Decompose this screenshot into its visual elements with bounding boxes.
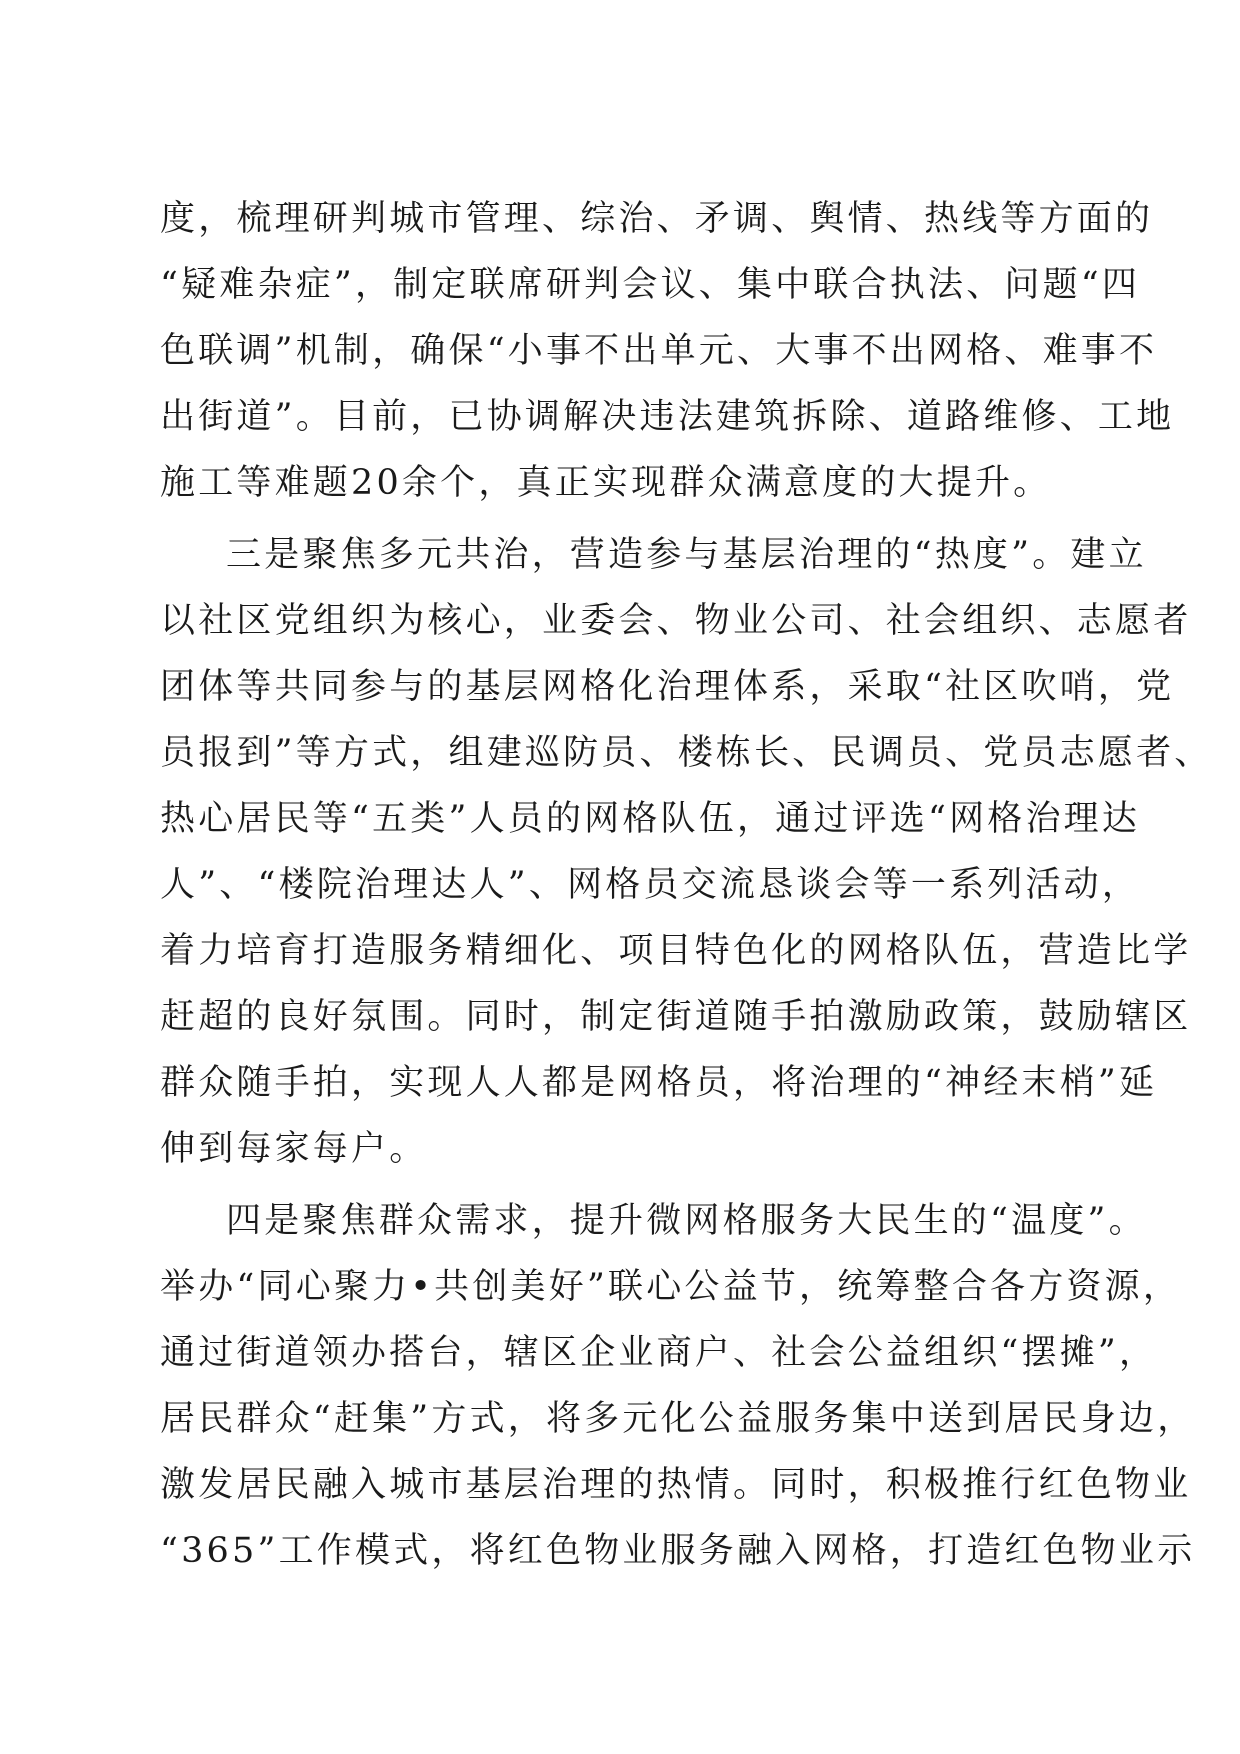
text-line: 激发居民融入城市基层治理的热情。同时，积极推行红色物业	[160, 1465, 1192, 1505]
text-line: 度，梳理研判城市管理、综治、矛调、舆情、热线等方面的	[160, 199, 1154, 239]
text-line: 伸到每家每户。	[160, 1129, 428, 1169]
text-line: “365”工作模式，将红色物业服务融入网格，打造红色物业示	[160, 1531, 1196, 1571]
paragraph-four	[160, 1188, 1196, 1584]
text-line: 着力培育打造服务精细化、项目特色化的网格队伍，营造比学	[160, 931, 1192, 971]
text-line: 赶超的良好氛围。同时，制定街道随手拍激励政策，鼓励辖区	[160, 997, 1192, 1037]
text-line: 举办“同心聚力•共创美好”联心公益节，统筹整合各方资源，	[160, 1267, 1182, 1307]
text-line: 员报到”等方式，组建巡防员、楼栋长、民调员、党员志愿者、	[160, 733, 1213, 773]
text-line: 居民群众“赶集”方式，将多元化公益服务集中送到居民身边，	[160, 1399, 1196, 1439]
text-line: 三是聚焦多元共治，营造参与基层治理的“热度”。建立	[226, 535, 1147, 575]
text-line: 热心居民等“五类”人员的网格队伍，通过评选“网格治理达	[160, 799, 1141, 839]
text-line: 群众随手拍，实现人人都是网格员，将治理的“神经末梢”延	[160, 1063, 1158, 1103]
text-line: 人”、“楼院治理达人”、网格员交流恳谈会等一系列活动，	[160, 865, 1141, 905]
text-line: 以社区党组织为核心，业委会、物业公司、社会组织、志愿者	[160, 601, 1192, 641]
document-body	[160, 186, 1213, 1584]
text-line: 团体等共同参与的基层网格化治理体系，采取“社区吹哨，党	[160, 667, 1175, 707]
paragraph-three	[160, 522, 1213, 1182]
text-line: 四是聚焦群众需求，提升微网格服务大民生的“温度”。	[226, 1201, 1147, 1241]
text-line: 通过街道领办搭台，辖区企业商户、社会公益组织“摆摊”，	[160, 1333, 1158, 1373]
text-line: 出街道”。目前，已协调解决违法建筑拆除、道路维修、工地	[160, 397, 1175, 437]
text-line: “疑难杂症”，制定联席研判会议、集中联合执法、问题“四	[160, 265, 1141, 305]
text-line: 色联调”机制，确保“小事不出单元、大事不出网格、难事不	[160, 331, 1158, 371]
text-line: 施工等难题20余个，真正实现群众满意度的大提升。	[160, 463, 1052, 503]
paragraph-continued	[160, 186, 1175, 516]
